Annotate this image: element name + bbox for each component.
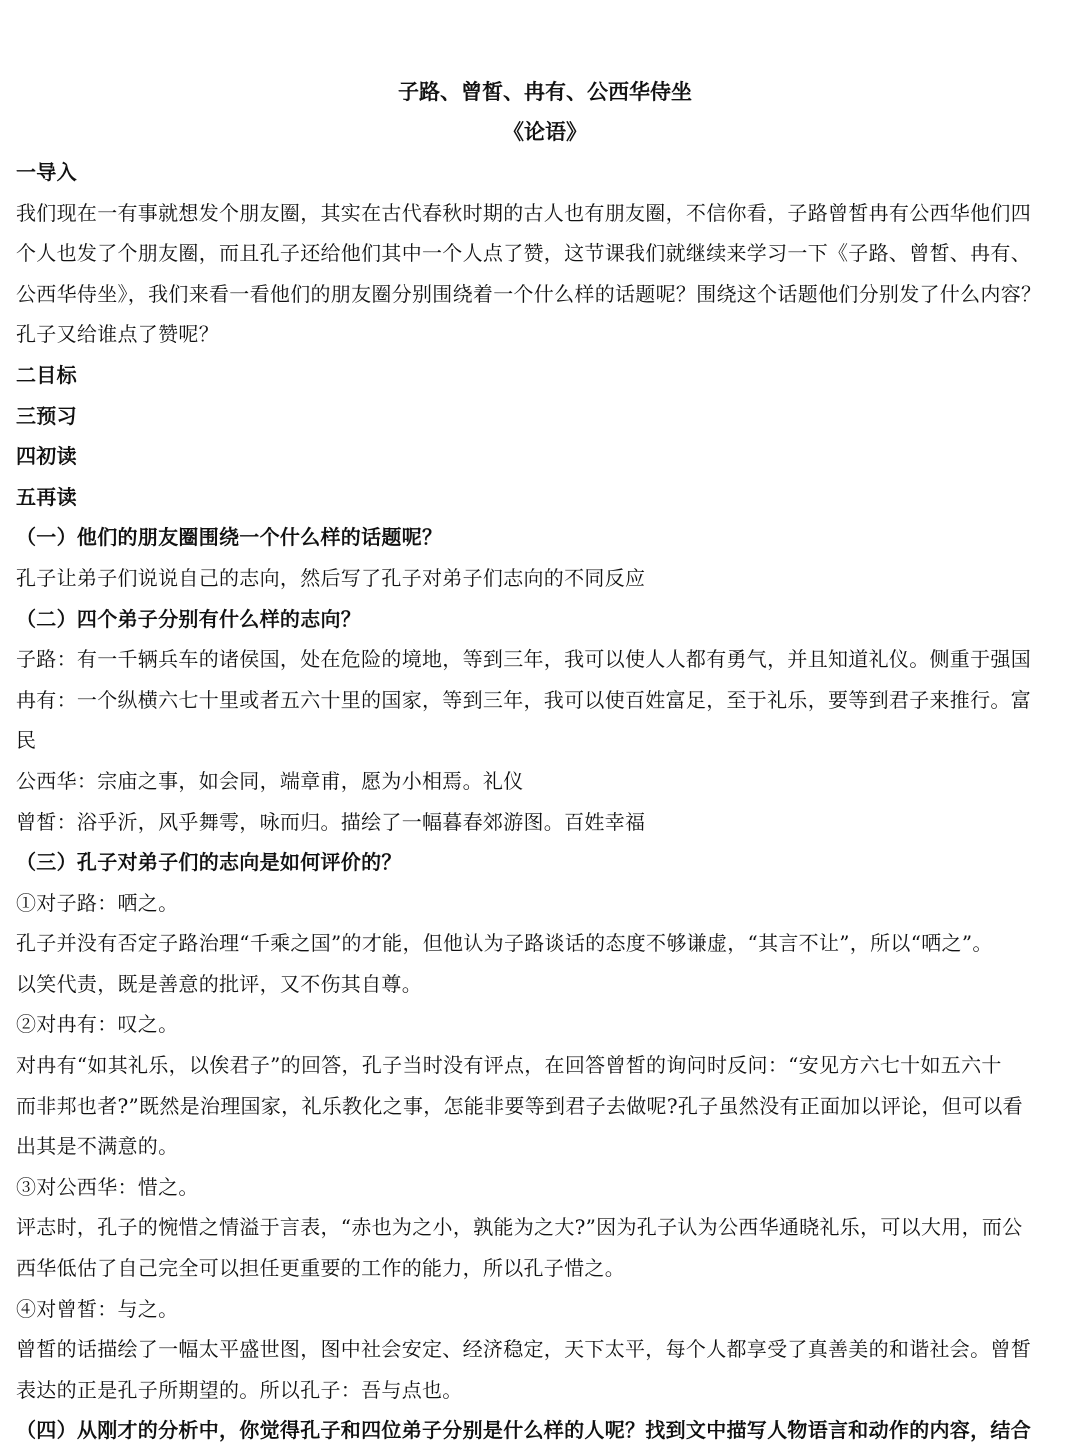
section-heading: 五再读 <box>16 484 77 509</box>
body-text-line: 我们现在一有事就想发个朋友圈，其实在古代春秋时期的古人也有朋友圈，不信你看，子路曾皙冉有公西华他们四 <box>16 200 1031 225</box>
body-text-line: ①对子路：哂之。 <box>16 890 179 915</box>
section-heading: （四）从刚才的分析中，你觉得孔子和四位弟子分别是什么样的人呢？找到文中描写人物语言和动作的内容，结合 <box>16 1418 1031 1443</box>
document-subtitle: 《论语》 <box>503 120 587 144</box>
section-heading: （二）四个弟子分别有什么样的志向？ <box>16 606 362 631</box>
body-text-line: ③对公西华：惜之。 <box>16 1174 199 1199</box>
body-text-line: 曾皙的话描绘了一幅太平盛世图，图中社会安定、经济稳定，天下太平，每个人都享受了真善美的和谐社会。曾皙 <box>16 1337 1031 1362</box>
section-heading: （一）他们的朋友圈围绕一个什么样的话题呢？ <box>16 525 443 550</box>
body-text-line: 而非邦也者?”既然是治理国家，礼乐教化之事，怎能非要等到君子去做呢?孔子虽然没有正面加以评论，但可以看 <box>16 1093 1023 1118</box>
document-body <box>16 152 1074 1451</box>
body-text-line: ②对冉有：叹之。 <box>16 1012 179 1037</box>
section-heading: 四初读 <box>16 444 77 469</box>
body-text-line: 孔子并没有否定子路治理“千乘之国”的才能，但他认为子路谈话的态度不够谦虚，“其言不让”，所以“哂之”。 <box>16 931 993 956</box>
body-text-line: 公西华侍坐》，我们来看一看他们的朋友圈分别围绕着一个什么样的话题呢？围绕这个话题他们分别发了什么内容？ <box>16 281 1042 306</box>
body-text-line: 民 <box>16 728 37 753</box>
body-text-line: 冉有：一个纵横六七十里或者五六十里的国家，等到三年，我可以使百姓富足，至于礼乐，要等到君子来推行。富 <box>16 687 1031 712</box>
body-text-line: 以笑代责，既是善意的批评，又不伤其自尊。 <box>16 971 422 996</box>
body-text-line: 表达的正是孔子所期望的。所以孔子：吾与点也。 <box>16 1377 463 1402</box>
body-text-line: 对冉有“如其礼乐，以俟君子”的回答，孔子当时没有评点，在回答曾皙的询问时反问：“安见方六七十如五六十 <box>16 1053 1002 1078</box>
body-text-line: ④对曾皙：与之。 <box>16 1296 179 1321</box>
document-title: 子路、曾皙、冉有、公西华侍坐 <box>398 80 692 104</box>
document-page <box>16 72 1074 1451</box>
body-text-line: 个人也发了个朋友圈，而且孔子还给他们其中一个人点了赞，这节课我们就继续来学习一下《子路、曾皙、冉有、 <box>16 241 1031 266</box>
body-text-line: 评志时，孔子的惋惜之情溢于言表，“赤也为之小，孰能为之大?”因为孔子认为公西华通晓礼乐，可以大用，而公 <box>16 1215 1023 1240</box>
body-text-line: 西华低估了自己完全可以担任更重要的工作的能力，所以孔子惜之。 <box>16 1256 625 1281</box>
section-heading: （三）孔子对弟子们的志向是如何评价的？ <box>16 850 402 875</box>
body-text-line: 孔子又给谁点了赞呢？ <box>16 322 219 347</box>
section-heading: 三预习 <box>16 403 77 428</box>
body-text-line: 曾皙：浴乎沂，风乎舞雩，咏而归。描绘了一幅暮春郊游图。百姓幸福 <box>16 809 646 834</box>
body-text-line: 出其是不满意的。 <box>16 1134 179 1159</box>
section-heading: 二目标 <box>16 362 77 387</box>
body-text-line: 子路：有一千辆兵车的诸侯国，处在危险的境地，等到三年，我可以使人人都有勇气，并且知道礼仪。侧重于强国 <box>16 647 1031 672</box>
section-heading: 一导入 <box>16 160 77 184</box>
body-text-line: 公西华：宗庙之事，如会同，端章甫，愿为小相焉。礼仪 <box>16 768 524 793</box>
body-text-line: 孔子让弟子们说说自己的志向，然后写了孔子对弟子们志向的不同反应 <box>16 565 646 590</box>
